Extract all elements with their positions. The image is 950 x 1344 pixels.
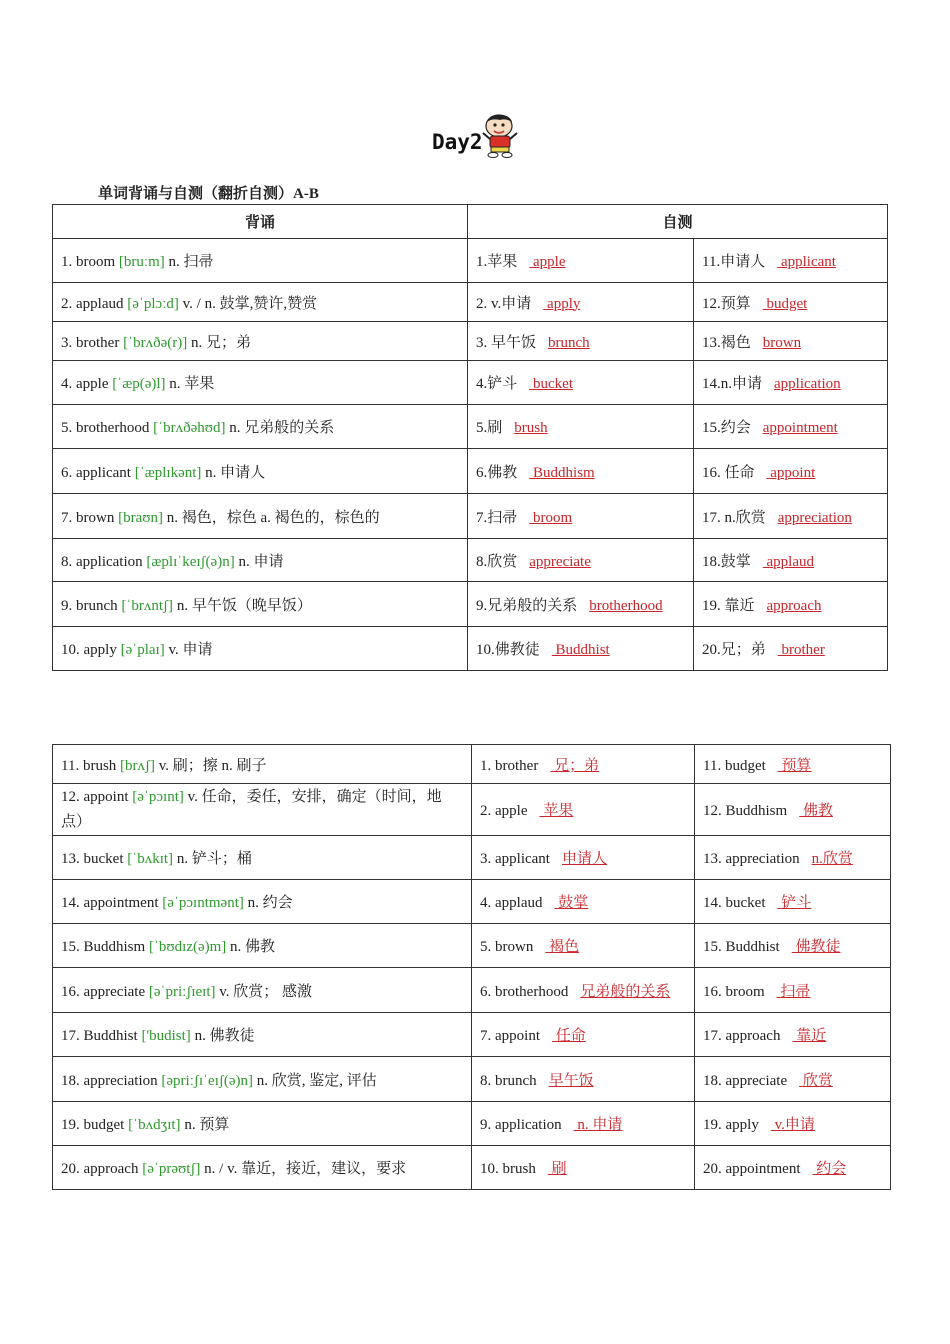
table-row — [53, 283, 888, 322]
table-row — [53, 239, 888, 283]
table-row — [53, 968, 891, 1013]
word: 18. appreciation — [61, 1072, 158, 1089]
prompt: 12.预算 — [702, 295, 751, 312]
table-row — [53, 494, 888, 539]
prompt: 2. v.申请 — [476, 295, 532, 312]
recite-cell — [53, 627, 468, 671]
selftest-cell — [694, 405, 888, 449]
prompt: 9.兄弟般的关系 — [476, 597, 578, 614]
meaning: n. 苹果 — [169, 376, 215, 392]
meaning: n. 扫帚 — [168, 254, 214, 270]
meaning: v. 申请 — [168, 642, 213, 658]
prompt: 6.佛教 — [476, 464, 518, 481]
recite-cell — [53, 322, 468, 361]
meaning: v. / n. 鼓掌,赞许,赞赏 — [182, 295, 318, 312]
prompt: 19. 靠近 — [702, 597, 755, 614]
recite-cell — [53, 239, 468, 283]
phonetic: ['budist] — [141, 1028, 191, 1044]
answer: 扫帚 — [776, 983, 811, 1000]
prompt: 18.鼓掌 — [702, 553, 751, 570]
phonetic: [əˈpɔɪnt] — [132, 788, 184, 805]
table-row — [53, 924, 891, 968]
phonetic: [bruːm] — [118, 254, 165, 270]
meaning: n. 申请人 — [205, 464, 266, 481]
selftest-cell — [468, 582, 694, 627]
prompt: 1. brother — [480, 757, 539, 774]
answer: 任命 — [552, 1028, 586, 1044]
prompt: 4. applaud — [480, 895, 543, 911]
answer: brotherhood — [589, 597, 663, 614]
selftest-cell — [694, 361, 888, 405]
prompt: 10.佛教徒 — [476, 642, 540, 658]
recite-cell — [53, 361, 468, 405]
section-subtitle: 单词背诵与自测（翻折自测）A-B — [98, 186, 319, 202]
selftest-cell — [694, 582, 888, 627]
selftest-cell — [468, 539, 694, 582]
meaning: n. 申请 — [238, 553, 284, 570]
recite-cell — [53, 745, 472, 784]
answer: 兄弟般的关系 — [580, 983, 671, 1000]
vocab-table-2 — [52, 744, 891, 1190]
recite-cell — [53, 494, 468, 539]
answer: apply — [543, 295, 581, 312]
selftest-cell — [472, 924, 695, 968]
table-row — [53, 361, 888, 405]
prompt: 8.欣赏 — [476, 553, 518, 570]
selftest-cell — [472, 1102, 695, 1146]
word: 14. appointment — [61, 895, 159, 911]
recite-cell — [53, 784, 472, 836]
prompt: 6. brotherhood — [480, 983, 569, 1000]
prompt: 13.褐色 — [702, 334, 751, 351]
prompt: 4.铲斗 — [476, 376, 518, 392]
word: 16. appreciate — [61, 983, 146, 1000]
word: 8. application — [61, 553, 143, 570]
selftest-cell — [694, 627, 888, 671]
word: 2. applaud — [61, 295, 124, 312]
word: 11. brush — [61, 757, 117, 774]
selftest-cell — [695, 1013, 891, 1057]
answer: 苹果 — [539, 803, 574, 819]
table-row — [53, 405, 888, 449]
table-row — [53, 449, 888, 494]
prompt: 17. n.欣赏 — [702, 509, 766, 526]
word: 9. brunch — [61, 597, 118, 614]
answer: approach — [766, 597, 822, 614]
meaning: n. / v. 靠近，接近，建议，要求 — [204, 1161, 407, 1177]
selftest-cell — [468, 627, 694, 671]
answer: applaud — [762, 553, 814, 570]
selftest-cell — [472, 1057, 695, 1102]
answer: application — [774, 376, 841, 392]
meaning: n. 铲斗；桶 — [176, 851, 252, 867]
phonetic: [ˈbrʌðə(r)] — [123, 334, 188, 351]
meaning: n. 早午饭（晚早饭） — [176, 597, 312, 614]
answer: brother — [777, 642, 825, 658]
selftest-cell — [468, 283, 694, 322]
selftest-cell — [472, 784, 695, 836]
phonetic: [braʊn] — [118, 509, 163, 526]
word: 17. Buddhist — [61, 1028, 138, 1044]
table-row — [53, 322, 888, 361]
prompt: 2. apple — [480, 803, 528, 819]
recite-cell — [53, 836, 472, 880]
answer: v.申请 — [770, 1117, 815, 1133]
recite-cell — [53, 449, 468, 494]
word: 1. broom — [61, 254, 116, 270]
recite-cell — [53, 405, 468, 449]
answer: bucket — [529, 376, 573, 392]
answer: appoint — [766, 464, 816, 481]
table-row — [53, 627, 888, 671]
answer: Buddhism — [529, 464, 595, 481]
selftest-cell — [695, 784, 891, 836]
cartoon-boy-icon — [480, 112, 522, 158]
prompt: 18. appreciate — [703, 1072, 788, 1089]
prompt: 20. appointment — [703, 1161, 801, 1177]
table-row — [53, 1057, 891, 1102]
answer: 佛教 — [799, 803, 833, 819]
selftest-cell — [468, 361, 694, 405]
meaning: n. 兄弟般的关系 — [229, 420, 335, 436]
phonetic: [ˈæp(ə)l] — [112, 376, 166, 392]
selftest-cell — [472, 1146, 695, 1190]
selftest-cell — [472, 968, 695, 1013]
recite-cell — [53, 283, 468, 322]
prompt: 20.兄；弟 — [702, 642, 766, 658]
answer: 鼓掌 — [554, 895, 589, 911]
selftest-cell — [468, 322, 694, 361]
vocab-table-1 — [52, 204, 888, 671]
prompt: 19. apply — [703, 1117, 759, 1133]
selftest-cell — [694, 283, 888, 322]
answer: 早午饭 — [548, 1072, 594, 1089]
word: 3. brother — [61, 334, 120, 351]
prompt: 12. Buddhism — [703, 803, 788, 819]
word: 4. apple — [61, 376, 109, 392]
header-recite: 背诵 — [53, 205, 468, 239]
selftest-cell — [468, 405, 694, 449]
answer: applicant — [777, 254, 836, 270]
prompt: 15. Buddhist — [703, 939, 780, 955]
prompt: 14. bucket — [703, 895, 766, 911]
word: 13. bucket — [61, 851, 124, 867]
answer: 褐色 — [545, 939, 580, 955]
meaning: n. 约会 — [247, 895, 293, 911]
prompt: 13. appreciation — [703, 851, 800, 867]
prompt: 11. budget — [703, 757, 766, 774]
answer: n.欣赏 — [811, 851, 853, 867]
word: 10. apply — [61, 642, 117, 658]
phonetic: [ˈbʊdɪz(ə)m] — [148, 939, 227, 955]
prompt: 1.苹果 — [476, 254, 518, 270]
phonetic: [ˈbʌkɪt] — [127, 851, 174, 867]
selftest-cell — [695, 745, 891, 784]
phonetic: [brʌʃ] — [120, 757, 156, 774]
selftest-cell — [468, 239, 694, 283]
prompt: 15.约会 — [702, 420, 751, 436]
answer: appreciate — [529, 553, 591, 570]
table-row — [53, 745, 891, 784]
selftest-cell — [695, 1057, 891, 1102]
selftest-cell — [695, 1102, 891, 1146]
table-row — [53, 539, 888, 582]
phonetic: [əˈpriːʃɪeɪt] — [148, 983, 216, 1000]
prompt: 9. application — [480, 1117, 562, 1133]
recite-cell — [53, 582, 468, 627]
word: 7. brown — [61, 509, 115, 526]
phonetic: [əˈprəʊtʃ] — [142, 1161, 201, 1177]
answer: 申请人 — [561, 851, 607, 867]
phonetic: [əpriːʃɪˈeɪʃ(ə)n] — [161, 1072, 253, 1089]
phonetic: [əˈplaɪ] — [120, 642, 165, 658]
phonetic: [əˈplɔːd] — [127, 295, 179, 312]
prompt: 16. broom — [703, 983, 765, 1000]
meaning: n. 佛教 — [230, 939, 276, 955]
meaning: n. 佛教徒 — [194, 1028, 255, 1044]
recite-cell — [53, 880, 472, 924]
answer: brown — [762, 334, 802, 351]
meaning: v. 刷；擦 n. 刷子 — [158, 757, 267, 774]
header-selftest: 自测 — [468, 205, 888, 239]
recite-cell — [53, 924, 472, 968]
prompt: 3. applicant — [480, 851, 550, 867]
selftest-cell — [472, 880, 695, 924]
phonetic: [ˈbrʌntʃ] — [121, 597, 174, 614]
prompt: 5. brown — [480, 939, 534, 955]
recite-cell — [53, 1013, 472, 1057]
table-row — [53, 1013, 891, 1057]
answer: appointment — [762, 420, 838, 436]
phonetic: [əˈpɔɪntmənt] — [162, 895, 244, 911]
prompt: 7.扫帚 — [476, 509, 518, 526]
selftest-cell — [695, 924, 891, 968]
word: 5. brotherhood — [61, 420, 150, 436]
meaning: n. 欣赏, 鉴定, 评估 — [256, 1072, 377, 1089]
word: 12. appoint — [61, 788, 129, 805]
prompt: 16. 任命 — [702, 464, 755, 481]
selftest-cell — [694, 239, 888, 283]
answer: 铲斗 — [777, 895, 812, 911]
answer: budget — [762, 295, 808, 312]
recite-cell — [53, 1057, 472, 1102]
answer: brush — [514, 420, 548, 436]
table-row — [53, 582, 888, 627]
prompt: 14.n.申请 — [702, 376, 763, 392]
answer: 欣赏 — [799, 1072, 833, 1089]
phonetic: [ˈæplɪkənt] — [134, 464, 202, 481]
prompt: 7. appoint — [480, 1028, 540, 1044]
answer: 刷 — [547, 1161, 567, 1177]
selftest-cell — [472, 1013, 695, 1057]
selftest-cell — [694, 322, 888, 361]
prompt: 8. brunch — [480, 1072, 537, 1089]
table-row — [53, 1102, 891, 1146]
answer: 兄；弟 — [550, 757, 600, 774]
answer: n. 申请 — [573, 1117, 623, 1133]
answer: appreciation — [777, 509, 852, 526]
answer: 靠近 — [792, 1028, 827, 1044]
table-row — [53, 836, 891, 880]
selftest-cell — [694, 539, 888, 582]
selftest-cell — [472, 836, 695, 880]
phonetic: [ˈbrʌðəhʊd] — [153, 420, 226, 436]
selftest-cell — [695, 880, 891, 924]
page-title: Day2 — [432, 130, 483, 154]
meaning: n. 褐色，棕色 a. 褐色的，棕色的 — [166, 509, 380, 526]
selftest-cell — [695, 1146, 891, 1190]
meaning: v. 欣赏； 感激 — [219, 983, 313, 1000]
selftest-cell — [695, 836, 891, 880]
answer: Buddhist — [551, 642, 610, 658]
selftest-cell — [468, 494, 694, 539]
word: 19. budget — [61, 1117, 125, 1133]
recite-cell — [53, 539, 468, 582]
prompt: 5.刷 — [476, 420, 503, 436]
selftest-cell — [468, 449, 694, 494]
answer: apple — [529, 254, 566, 270]
word: 15. Buddhism — [61, 939, 146, 955]
recite-cell — [53, 1146, 472, 1190]
answer: broom — [529, 509, 573, 526]
answer: 预算 — [777, 757, 812, 774]
answer: 约会 — [812, 1161, 847, 1177]
meaning: v. 任命，委任，安排，确定（时间，地点） — [61, 788, 442, 830]
answer: 佛教徒 — [791, 939, 841, 955]
word: 6. applicant — [61, 464, 131, 481]
prompt: 10. brush — [480, 1161, 536, 1177]
selftest-cell — [694, 449, 888, 494]
prompt: 3. 早午饭 — [476, 334, 537, 351]
table-row — [53, 880, 891, 924]
answer: brunch — [548, 334, 590, 351]
table-row — [53, 1146, 891, 1190]
prompt: 17. approach — [703, 1028, 781, 1044]
word: 20. approach — [61, 1161, 139, 1177]
recite-cell — [53, 968, 472, 1013]
selftest-cell — [694, 494, 888, 539]
meaning: n. 兄；弟 — [190, 334, 251, 351]
selftest-cell — [695, 968, 891, 1013]
phonetic: [æplɪˈkeɪʃ(ə)n] — [146, 553, 235, 570]
prompt: 11.申请人 — [702, 254, 766, 270]
table-row — [53, 784, 891, 836]
meaning: n. 预算 — [184, 1117, 230, 1133]
phonetic: [ˈbʌdʒɪt] — [128, 1117, 181, 1133]
recite-cell — [53, 1102, 472, 1146]
selftest-cell — [472, 745, 695, 784]
